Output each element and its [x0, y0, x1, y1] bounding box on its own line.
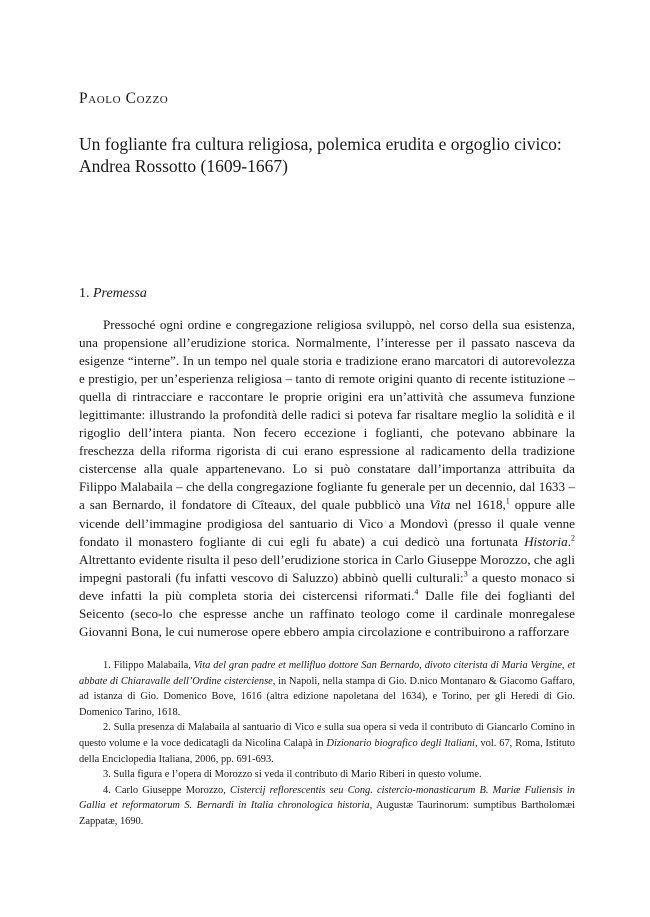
- footnote-3: [79, 767, 575, 783]
- footnote-text: 4. Carlo Giuseppe Morozzo,: [103, 784, 231, 796]
- body-paragraph: [79, 316, 575, 641]
- article-title: Un fogliante fra cultura religiosa, polemica erudita e orgoglio civico: Andrea Rossotto (1609-1667): [79, 134, 562, 176]
- body-text: Altrettanto evidente risulta il peso dell’erudizione storica in Carlo Giuseppe Morozzo, che agli impegni pastorali (fu infatti vescovo di Saluzzo) abbinò quelli culturali:: [79, 551, 575, 585]
- footnote-marker-3: 3: [463, 569, 468, 579]
- body-text: .: [567, 533, 571, 549]
- italic-term: Historia: [524, 533, 568, 549]
- footnote-marker-4: 4: [414, 587, 419, 597]
- footnote-text: 1. Filippo Malabaila,: [103, 660, 194, 671]
- footnote-2: [79, 720, 575, 767]
- section-label: Premessa: [93, 286, 147, 301]
- footnote-text: , Augustæ Taurinorum: sumptibus Bartholomæi Zappatæ, 1690.: [79, 800, 575, 827]
- body-text: nel 1618,: [450, 497, 506, 513]
- footnote-marker-2: 2: [571, 533, 575, 543]
- author-name: Paolo Cozzo: [79, 90, 169, 107]
- italic-term: Vita: [429, 497, 451, 513]
- footnote-title: Dizionario biografico degli Italiani: [326, 737, 475, 749]
- body-text: Pressoché ogni ordine e congregazione religiosa sviluppò, nel corso della sua esistenza, una propensione all’erudizione storica. Normalmente, l’interesse per il passato nasceva da esigenze “interne”. In un tempo nel quale storia e tradizione erano marcatori di autorevolezza e prestigio, per un’esperienza religiosa – tanto di remote origini quanto di recente istituzione – quella di rintracciare e raccontare le proprie origini era un’attività che assumeva funzione legittimante: illustrando la profondità delle radici si poteva far risaltare meglio la solidità e il rigoglio dell’intera pianta. Non fecero eccezione i foglianti, che potevano abbinare la freschezza della riforma rigorista di cui erano espressione al radicamento della tradizione cistercense alla quale appartenevano. Lo si può constatare dall’importanza attribuita da Filippo Malabaila – che della congregazione fogliante fu generale per un decennio, dal 1633 – a san Bernardo, il fondatore di Cîteaux, del quale pubblicò una: [79, 317, 575, 513]
- body-text: oppure alle vicende dell’immagine prodigiosa del santuario di Vico a Mondovì (presso il quale venne fondato il monastero fogliante di cui egli fu abate) a cui dedicò una fortunata: [79, 497, 575, 549]
- body-text: Dalle file dei foglianti del Seicento (seco-lo che espresse anche un raffinato teologo come il cardinale monregalese Giovanni Bona, le cui numerose opere ebbero ampia circolazione e contribuirono a rafforzare: [79, 587, 575, 639]
- footnote-text: 3. Sulla figura e l’opera di Morozzo si veda il contributo di Mario Riberi in questo volume.: [103, 769, 482, 781]
- footnotes: [79, 658, 575, 830]
- footnote-text: , in Napoli, nella stampa di Gio. D.nico Montanaro & Giacomo Gaffaro, ad istanza di Gio. Domenico Bove, 1616 (altra edizione napoletana del 1634), e Torino, per gli Heredi di Gio. Domenico Tarino, 1618.: [79, 675, 575, 718]
- footnote-1: [79, 658, 575, 720]
- footnote-marker-1: 1: [505, 497, 510, 507]
- footnote-text: 2. Sulla presenza di Malabaila al santuario di Vico e sulla sua opera si veda il contributo di Giancarlo Comino in questo volume e la voce dedicatagli da Nicolina Calapà in: [79, 722, 575, 749]
- footnote-text: , vol. 67, Roma, Istituto della Enciclopedia Italiana, 2006, pp. 691-693.: [79, 737, 576, 765]
- section-heading: [79, 286, 147, 302]
- footnote-title: Vita del gran padre et mellifluo dottore San Bernardo, divoto citerista di Maria Vergine, et abbate di Chiaravalle dell’Ordine cisterciense: [79, 660, 575, 687]
- section-number: 1.: [79, 286, 90, 301]
- footnote-title: Cistercij reflorescentis seu Cong. cistercio-monasticarum B. Mariæ Fuliensis in Gallia et reformatorum S. Bernardi in Italia chronologica historia: [79, 784, 575, 812]
- footnote-4: [79, 783, 575, 830]
- body-text: a questo monaco si deve infatti la più completa storia dei cistercensi riformati.: [79, 569, 575, 603]
